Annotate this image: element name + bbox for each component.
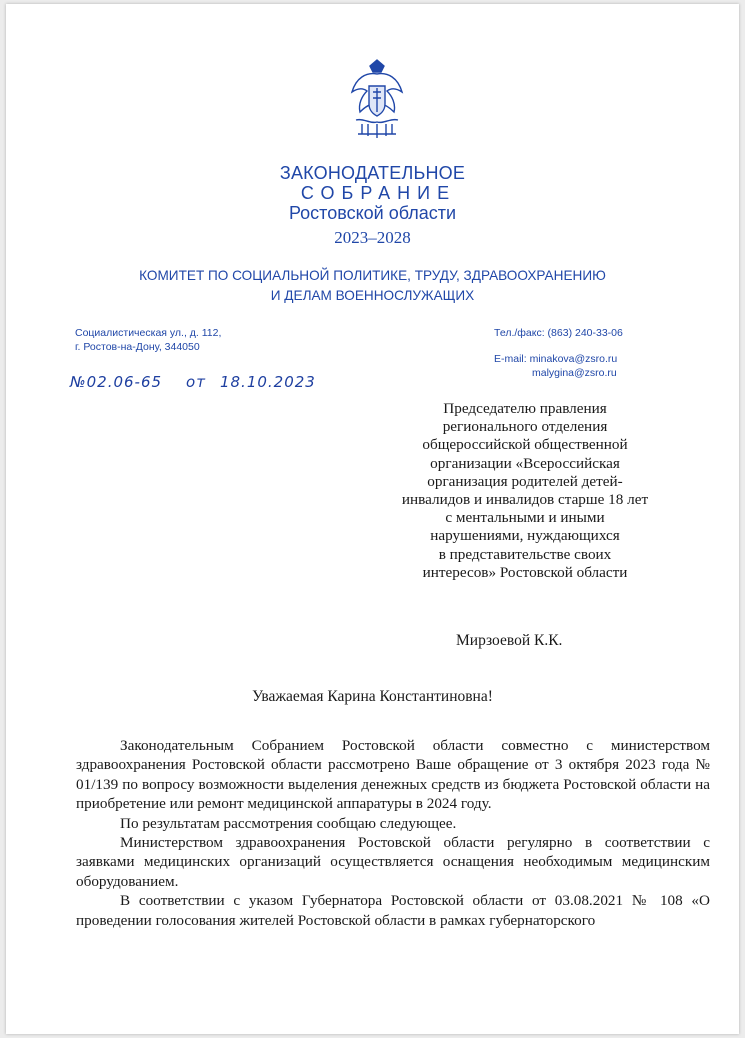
coat-of-arms-icon bbox=[348, 58, 406, 140]
committee-name-line2: И ДЕЛАМ ВОЕННОСЛУЖАЩИХ bbox=[270, 288, 475, 303]
registration-stamp bbox=[70, 373, 316, 391]
greeting: Уважаемая Карина Константиновна! bbox=[252, 688, 493, 705]
address-line1: Социалистическая ул., д. 112, bbox=[75, 327, 222, 339]
addressee-line: с ментальными и иными bbox=[445, 509, 605, 527]
addressee-line: интересов» Ростовской области bbox=[422, 563, 628, 581]
body-paragraph: По результатам рассмотрения сообщаю следующее. bbox=[120, 814, 457, 832]
addressee-line: Председателю правления bbox=[443, 400, 607, 417]
registration-sep: от bbox=[186, 373, 206, 391]
convocation-years: 2023–2028 bbox=[334, 228, 411, 247]
postal-address bbox=[75, 326, 221, 354]
org-name-line1: ЗАКОНОДАТЕЛЬНОЕ bbox=[279, 163, 466, 183]
body-paragraph: Законодательным Собранием Ростовской области совместно с министерством здравоохранения Ростовской области рассмотрено Ваше обращение от 3 октября 2023 года № 01/139 по вопросу возможности выделения денежных средств из бюджета Ростовской области на приобретение или ремонт медицинской аппаратуры в 2024 году. bbox=[76, 737, 710, 813]
addressee-line: общероссийской общественной bbox=[422, 436, 628, 454]
recipient-name: Мирзоевой К.К. bbox=[456, 632, 563, 649]
letter-body bbox=[76, 736, 710, 930]
committee-name-line1: КОМИТЕТ ПО СОЦИАЛЬНОЙ ПОЛИТИКЕ, ТРУДУ, ЗДРАВООХРАНЕНИЮ bbox=[139, 268, 606, 283]
contact-info bbox=[494, 326, 623, 380]
email-primary: E-mail: minakova@zsro.ru bbox=[494, 353, 618, 365]
org-name-line2: СОБРАНИЕ bbox=[300, 183, 457, 203]
addressee-block bbox=[380, 400, 670, 582]
registration-date: 18.10.2023 bbox=[219, 373, 316, 391]
addressee-line: нарушениями, нуждающихся bbox=[430, 527, 620, 545]
addressee-line: в представительстве своих bbox=[438, 545, 612, 563]
addressee-line: организации «Всероссийская bbox=[430, 454, 620, 472]
addressee-line: регионального отделения bbox=[442, 418, 608, 436]
address-line2: г. Ростов-на-Дону, 344050 bbox=[75, 341, 200, 353]
email-secondary: malygina@zsro.ru bbox=[532, 367, 617, 379]
addressee-line: инвалидов и инвалидов старше 18 лет bbox=[401, 491, 649, 509]
body-paragraph: В соответствии с указом Губернатора Ростовской области от 03.08.2021 № 108 «О проведении голосования жителей Ростовской области в рамках губернаторского bbox=[76, 892, 710, 929]
org-name-line3: Ростовской области bbox=[288, 203, 457, 223]
phone-fax: Тел./факс: (863) 240-33-06 bbox=[494, 327, 623, 339]
registration-number: №02.06-65 bbox=[70, 373, 163, 391]
addressee-line: организация родителей детей- bbox=[427, 472, 623, 490]
body-paragraph: Министерством здравоохранения Ростовской области регулярно в соответствии с заявками медицинских организаций осуществляется оснащения необходимым медицинским оборудованием. bbox=[76, 834, 710, 890]
